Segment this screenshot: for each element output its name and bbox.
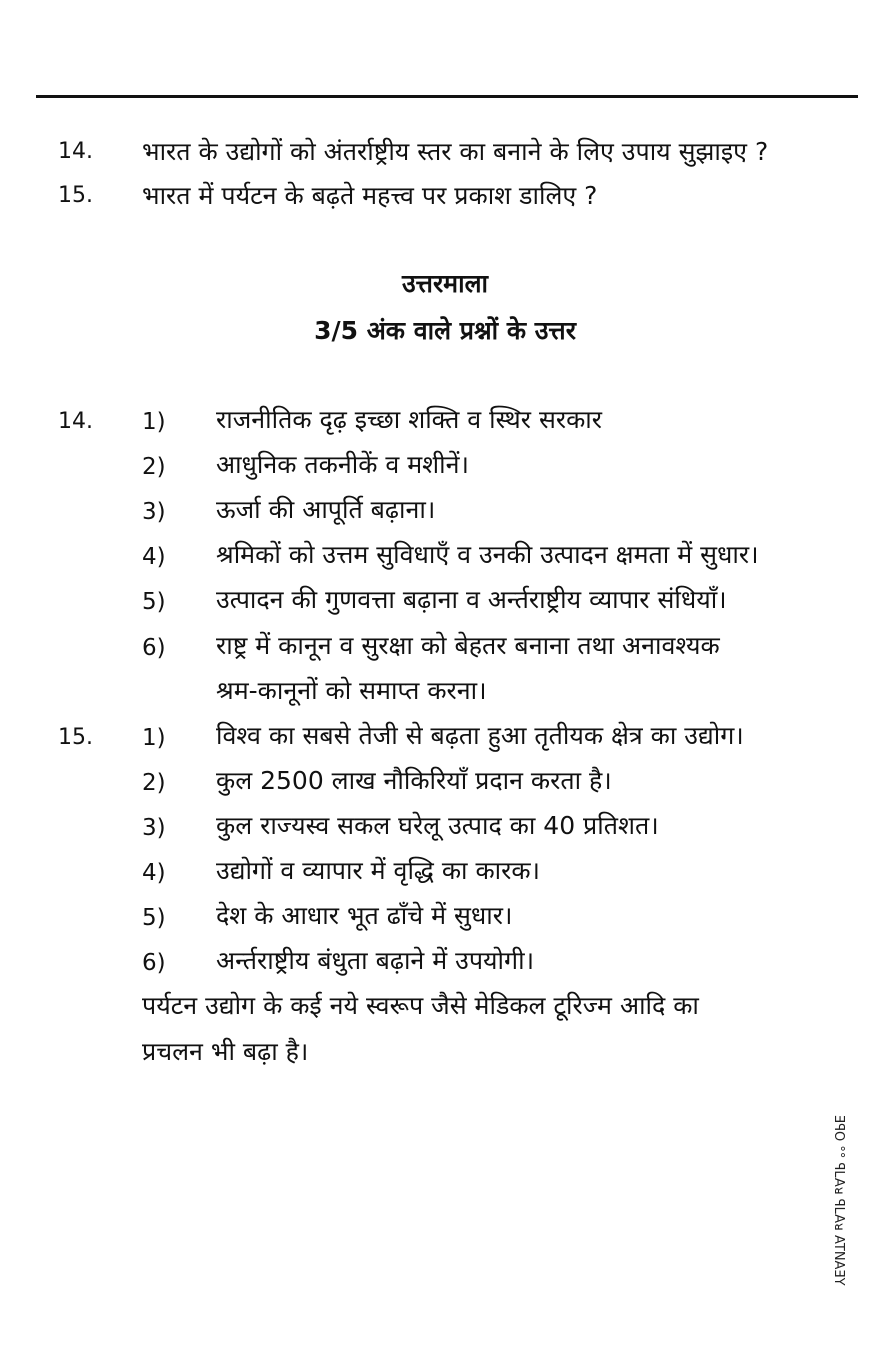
question-text: भारत में पर्यटन के बढ़ते महत्त्व पर प्रकाश डालिए ? xyxy=(142,181,598,210)
item-number: 2) xyxy=(142,454,166,480)
item-number: 4) xyxy=(142,860,166,886)
item-number: 2) xyxy=(142,770,166,796)
answer-number: 15. xyxy=(58,725,93,750)
answer-item: कुल 2500 लाख नौकिरियाँ प्रदान करता है। xyxy=(216,766,612,795)
answer-note: पर्यटन उद्योग के कई नये स्वरूप जैसे मेडिकल टूरिज्म आदि का xyxy=(142,991,699,1020)
item-number: 3) xyxy=(142,499,166,525)
answer-item: अर्न्तराष्ट्रीय बंधुता बढ़ाने में उपयोगी। xyxy=(216,946,535,975)
answer-item: आधुनिक तकनीकें व मशीनें। xyxy=(216,450,469,479)
section-subtitle: 3/5 अंक वाले प्रश्नों के उत्तर xyxy=(314,316,576,345)
answer-item: राजनीतिक दृढ़ इच्छा शक्ति व स्थिर सरकार xyxy=(216,405,602,434)
answer-item: ऊर्जा की आपूर्ति बढ़ाना। xyxy=(216,495,436,524)
item-number: 6) xyxy=(142,950,166,976)
top-rule xyxy=(36,95,858,98)
answer-item: उद्योगों व व्यापार में वृद्धि का कारक। xyxy=(216,856,541,885)
item-number: 1) xyxy=(142,725,166,751)
answer-item: विश्व का सबसे तेजी से बढ़ता हुआ तृतीयक क्षेत्र का उद्योग। xyxy=(216,721,744,750)
section-title: उत्तरमाला xyxy=(401,269,489,298)
item-number: 4) xyxy=(142,544,166,570)
answer-item: श्रमिकों को उत्तम सुविधाएँ व उनकी उत्पादन क्षमता में सुधार। xyxy=(216,540,759,569)
item-number: 5) xyxy=(142,589,166,615)
item-number: 6) xyxy=(142,635,166,661)
answer-number: 14. xyxy=(58,409,93,434)
item-number: 1) xyxy=(142,409,166,435)
answer-item: देश के आधार भूत ढाँचे में सुधार। xyxy=(216,901,513,930)
answer-note: प्रचलन भी बढ़ा है। xyxy=(142,1037,309,1066)
question-number: 15. xyxy=(58,183,93,208)
margin-print-mark: ƎꟼO °° ꟼLAᴚ ꟼLAᴚ ATNAƎY xyxy=(831,1115,846,1286)
question-number: 14. xyxy=(58,139,93,164)
question-text: भारत के उद्योगों को अंतर्राष्ट्रीय स्तर का बनाने के लिए उपाय सुझाइए ? xyxy=(142,137,769,166)
answer-item-continuation: श्रम-कानूनों को समाप्त करना। xyxy=(216,676,487,705)
answer-item: राष्ट्र में कानून व सुरक्षा को बेहतर बनाना तथा अनावश्यक xyxy=(216,631,720,660)
item-number: 3) xyxy=(142,815,166,841)
answer-item: कुल राज्यस्व सकल घरेलू उत्पाद का 40 प्रतिशत। xyxy=(216,811,659,840)
answer-item: उत्पादन की गुणवत्ता बढ़ाना व अर्न्तराष्ट्रीय व्यापार संधियाँ। xyxy=(216,585,727,614)
item-number: 5) xyxy=(142,905,166,931)
